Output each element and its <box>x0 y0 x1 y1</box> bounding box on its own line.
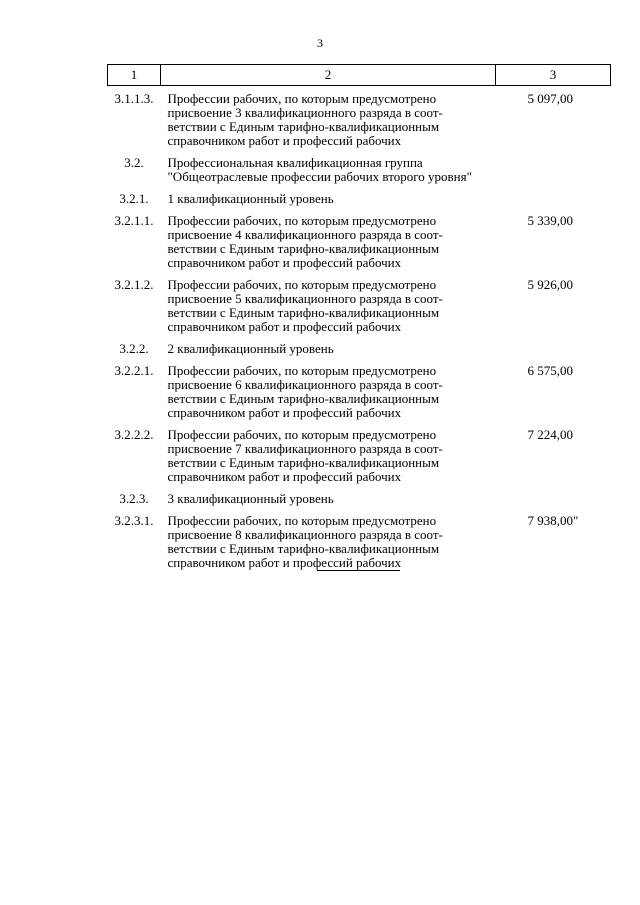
row-number: 3.2.3. <box>119 491 149 506</box>
row-value <box>496 342 611 364</box>
row-description: 3 квалификационный уровень <box>167 491 334 506</box>
table-row <box>108 492 611 514</box>
row-number: 3.2.2.2. <box>114 427 154 442</box>
row-value: 5 926,00 <box>527 277 573 292</box>
row-value: 7 938,00" <box>527 513 579 528</box>
row-description: Профессии рабочих, по которым предусмотрено присвоение 7 квалификационного разряда в соот-ветствии с Единым тарифно-квалификационным справочником работ и профессий рабочих <box>167 427 443 484</box>
row-value <box>496 192 611 214</box>
row-description: Профессии рабочих, по которым предусмотрено присвоение 3 квалификационного разряда в соот-ветствии с Единым тарифно-квалификационным справочником работ и профессий рабочих <box>167 91 443 148</box>
row-value: 6 575,00 <box>527 363 573 378</box>
row-number: 3.2.2. <box>119 341 149 356</box>
table-row <box>108 192 611 214</box>
row-description: Профессии рабочих, по которым предусмотрено присвоение 6 квалификационного разряда в соот-ветствии с Единым тарифно-квалификационным справочником работ и профессий рабочих <box>167 363 443 420</box>
table-row <box>108 214 611 278</box>
table-row <box>108 278 611 342</box>
table-row <box>108 86 611 157</box>
row-value <box>496 492 611 514</box>
row-number: 3.2.2.1. <box>114 363 154 378</box>
table-body <box>108 86 611 579</box>
row-number: 3.2. <box>124 155 144 170</box>
end-of-document-divider <box>317 570 400 571</box>
table-header <box>108 65 611 86</box>
row-description: Профессии рабочих, по которым предусмотрено присвоение 4 квалификационного разряда в соот-ветствии с Единым тарифно-квалификационным справочником работ и профессий рабочих <box>167 213 443 270</box>
row-description: Профессии рабочих, по которым предусмотрено присвоение 8 квалификационного разряда в соот-ветствии с Единым тарифно-квалификационным справочником работ и профессий рабочих <box>167 513 443 570</box>
tariff-table <box>107 64 611 578</box>
column-header-value: 3 <box>496 65 611 86</box>
row-value: 5 339,00 <box>527 213 573 228</box>
row-description: 2 квалификационный уровень <box>167 341 334 356</box>
row-description: Профессии рабочих, по которым предусмотрено присвоение 5 квалификационного разряда в соот-ветствии с Единым тарифно-квалификационным справочником работ и профессий рабочих <box>167 277 443 334</box>
column-header-number: 1 <box>108 65 161 86</box>
row-description: Профессиональная квалификационная группа "Общеотраслевые профессии рабочих второго уровня" <box>167 155 472 184</box>
row-number: 3.2.1.2. <box>114 277 154 292</box>
row-value <box>496 156 611 192</box>
table-row <box>108 514 611 578</box>
row-description: 1 квалификационный уровень <box>167 191 334 206</box>
table-row <box>108 364 611 428</box>
column-header-description: 2 <box>161 65 496 86</box>
table-row <box>108 156 611 192</box>
table-row <box>108 428 611 492</box>
row-value: 5 097,00 <box>527 91 573 106</box>
row-number: 3.2.1.1. <box>114 213 154 228</box>
row-number: 3.2.3.1. <box>114 513 154 528</box>
row-value: 7 224,00 <box>527 427 573 442</box>
row-number: 3.1.1.3. <box>114 91 154 106</box>
page-number: 3 <box>317 36 323 50</box>
row-number: 3.2.1. <box>119 191 149 206</box>
table-row <box>108 342 611 364</box>
